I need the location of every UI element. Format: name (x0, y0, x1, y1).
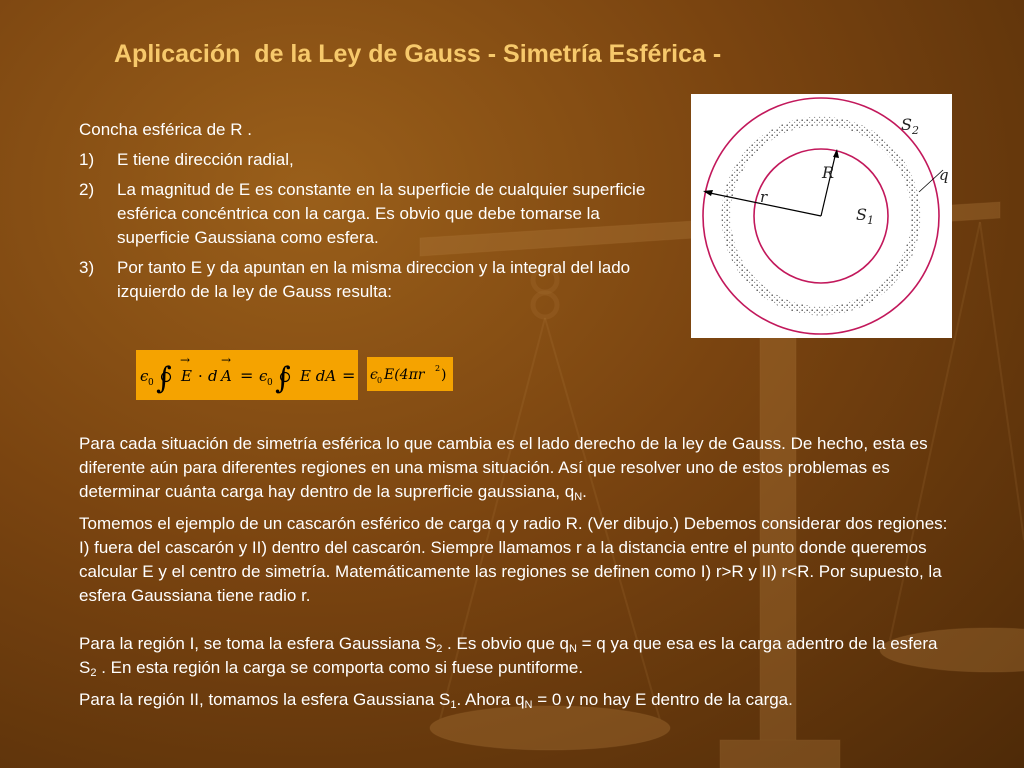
R-label: R (822, 163, 835, 182)
s2-label: $S_2$ (901, 115, 919, 137)
surface-integral-icon: ∫ (275, 361, 291, 396)
integral-expression (136, 350, 358, 400)
surface-integral-icon: ∫ (156, 361, 172, 396)
spherical-shell-figure (691, 94, 952, 338)
result-expression (367, 357, 453, 391)
list-item (79, 256, 669, 304)
svg-text:E dA: E dA (300, 367, 337, 385)
list-item (79, 178, 669, 250)
vector-arrow-icon: → (180, 353, 191, 367)
svg-text:0: 0 (148, 378, 154, 388)
paragraph-example: Tomemos el ejemplo de un cascarón esférico de carga q y radio R. (Ver dibujo.) Debemos considerar dos regiones: I) fuera del cascarón y II) dentro del cascarón. Siempre llamamos r a la distancia entre el punto donde queremos calcular E y el centro de simetría. Matemáticamente las regiones se definen como I) r>R y II) r<R. Por supuesto, la esfera Gaussiana tiene radio r. (79, 514, 948, 605)
intro-heading: Concha esférica de R . (79, 120, 252, 139)
paragraph-symmetry (79, 432, 959, 616)
svg-text:ϵ: ϵ (259, 367, 268, 385)
paragraph-regions (79, 632, 959, 720)
paragraph-text: Para cada situación de simetría esférica lo que cambia es el lado derecho de la ley de Gauss. De hecho, esta es diferente aún para diferentes regiones en una misma situación. Así que resolver uno de estos problemas es determinar cuánta carga hay dentro de la suprerficie gaussiana, $q_N$. (79, 434, 928, 503)
list-number: 3) (79, 258, 95, 277)
svg-text:): ) (441, 367, 447, 383)
list-item (79, 148, 669, 172)
svg-text:d: d (208, 367, 218, 385)
gauss-integral-equation (136, 350, 358, 400)
s1-label: $S_1$ (856, 205, 874, 227)
svg-text:0: 0 (377, 376, 383, 385)
svg-text:E(4πr: E(4πr (384, 367, 425, 383)
gauss-result-equation (367, 357, 453, 391)
svg-text:E: E (181, 367, 192, 385)
radius-R-line (821, 152, 836, 216)
list-text: Por tanto E y da apuntan en la misma direccion y la integral del lado izquierdo de la ley de Gauss resulta: (117, 258, 631, 301)
property-list (79, 148, 669, 304)
paragraph-region-one: Para la región I, se toma la esfera Gaussiana $S_2$ . Es obvio que $q_N = q$ ya que esa es la carga adentro de la esfera $S_2$ . En esta región la carga se comporta como si fuese puntiforme. (79, 634, 938, 679)
svg-text:0: 0 (267, 378, 273, 388)
svg-text:·: · (198, 367, 203, 385)
shell-diagram (691, 94, 952, 338)
list-text: E tiene dirección radial, (117, 150, 294, 169)
q-label: q (939, 166, 949, 184)
svg-text:ϵ: ϵ (370, 367, 378, 383)
list-number: 2) (79, 180, 95, 199)
intro-section (79, 118, 669, 310)
slide-title: Aplicación de la Ley de Gauss - Simetría Esférica - (114, 40, 722, 68)
paragraph-region-two: Para la región II, tomamos la esfera Gaussiana $S_1$. Ahora $q_N = 0$ y no hay E dentro de la carga. (79, 690, 793, 711)
vector-arrow-icon: → (221, 353, 232, 367)
svg-text:ϵ: ϵ (140, 367, 149, 385)
svg-text:=: = (342, 366, 356, 385)
list-number: 1) (79, 150, 95, 169)
svg-text:=: = (240, 366, 254, 385)
list-text: La magnitud de E es constante en la superficie de cualquier superficie esférica concéntrica con la carga. Es obvio que debe tomarse la superficie Gaussiana como esfera. (117, 180, 646, 247)
r-label: r (760, 188, 768, 206)
svg-text:A: A (221, 367, 232, 385)
svg-text:2: 2 (435, 364, 441, 373)
